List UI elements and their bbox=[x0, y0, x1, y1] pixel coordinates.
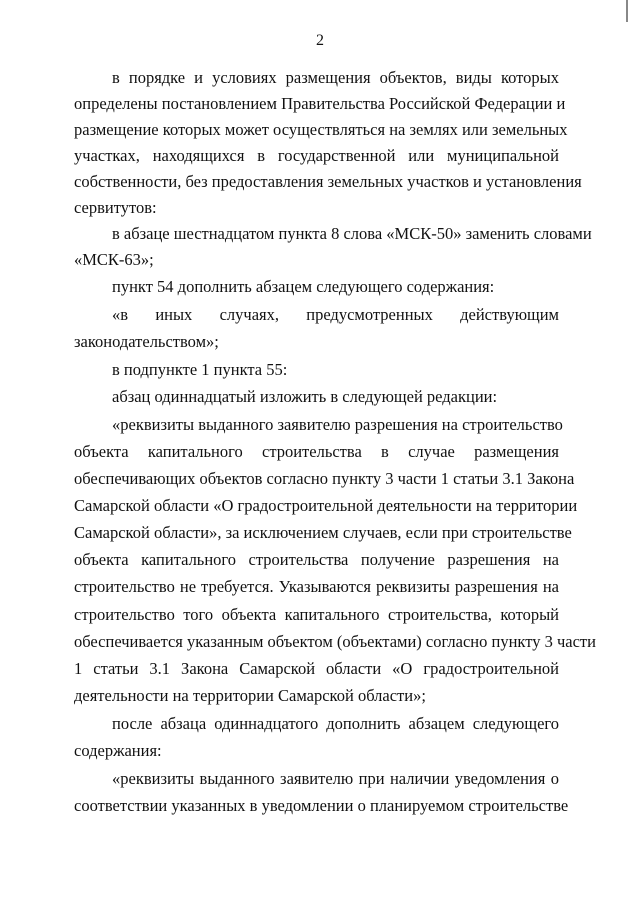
page-number: 2 bbox=[316, 32, 324, 49]
scan-edge-mark bbox=[626, 0, 628, 22]
text-line: определены постановлением Правительства Российской Федерации и bbox=[74, 94, 566, 113]
text-line: строительство того объекта капитального строительства, который bbox=[74, 605, 559, 624]
text-line: после абзаца одиннадцатого дополнить абзацем следующего bbox=[112, 714, 559, 733]
text-line: строительство не требуется. Указываются реквизиты разрешения на bbox=[74, 577, 559, 596]
text-line: соответствии указанных в уведомлении о планируемом строительстве bbox=[74, 796, 569, 815]
text-line: размещение которых может осуществляться на землях или земельных bbox=[74, 120, 568, 139]
text-line: в абзаце шестнадцатом пункта 8 слова «МСК-50» заменить словами bbox=[112, 224, 592, 243]
text-line: пункт 54 дополнить абзацем следующего содержания: bbox=[112, 277, 495, 296]
text-line: законодательством»; bbox=[74, 332, 219, 351]
text-line: участках, находящихся в государственной или муниципальной bbox=[74, 146, 559, 165]
text-line: «реквизиты выданного заявителю при наличии уведомления о bbox=[112, 769, 559, 788]
text-line: обеспечивающих объектов согласно пункту 3 части 1 статьи 3.1 Закона bbox=[74, 469, 575, 488]
text-line: сервитутов: bbox=[74, 198, 157, 217]
text-line: содержания: bbox=[74, 741, 162, 760]
text-line: объекта капитального строительства получение разрешения на bbox=[74, 550, 559, 569]
text-line: собственности, без предоставления земельных участков и установления bbox=[74, 172, 582, 191]
text-line: в порядке и условиях размещения объектов, виды которых bbox=[112, 68, 559, 87]
text-line: абзац одиннадцатый изложить в следующей редакции: bbox=[112, 387, 498, 406]
text-line: в подпункте 1 пункта 55: bbox=[112, 360, 288, 379]
text-line: Самарской области «О градостроительной деятельности на территории bbox=[74, 496, 578, 515]
text-line: «МСК-63»; bbox=[74, 250, 154, 269]
text-line: обеспечивается указанным объектом (объектами) согласно пункту 3 части bbox=[74, 632, 596, 651]
text-line: «в иных случаях, предусмотренных действующим bbox=[112, 305, 559, 324]
text-line: объекта капитального строительства в случае размещения bbox=[74, 442, 559, 461]
text-line: Самарской области», за исключением случаев, если при строительстве bbox=[74, 523, 572, 542]
text-line: деятельности на территории Самарской области»; bbox=[74, 686, 426, 705]
text-line: «реквизиты выданного заявителю разрешения на строительство bbox=[112, 415, 563, 434]
text-line: 1 статьи 3.1 Закона Самарской области «О градостроительной bbox=[74, 659, 559, 678]
